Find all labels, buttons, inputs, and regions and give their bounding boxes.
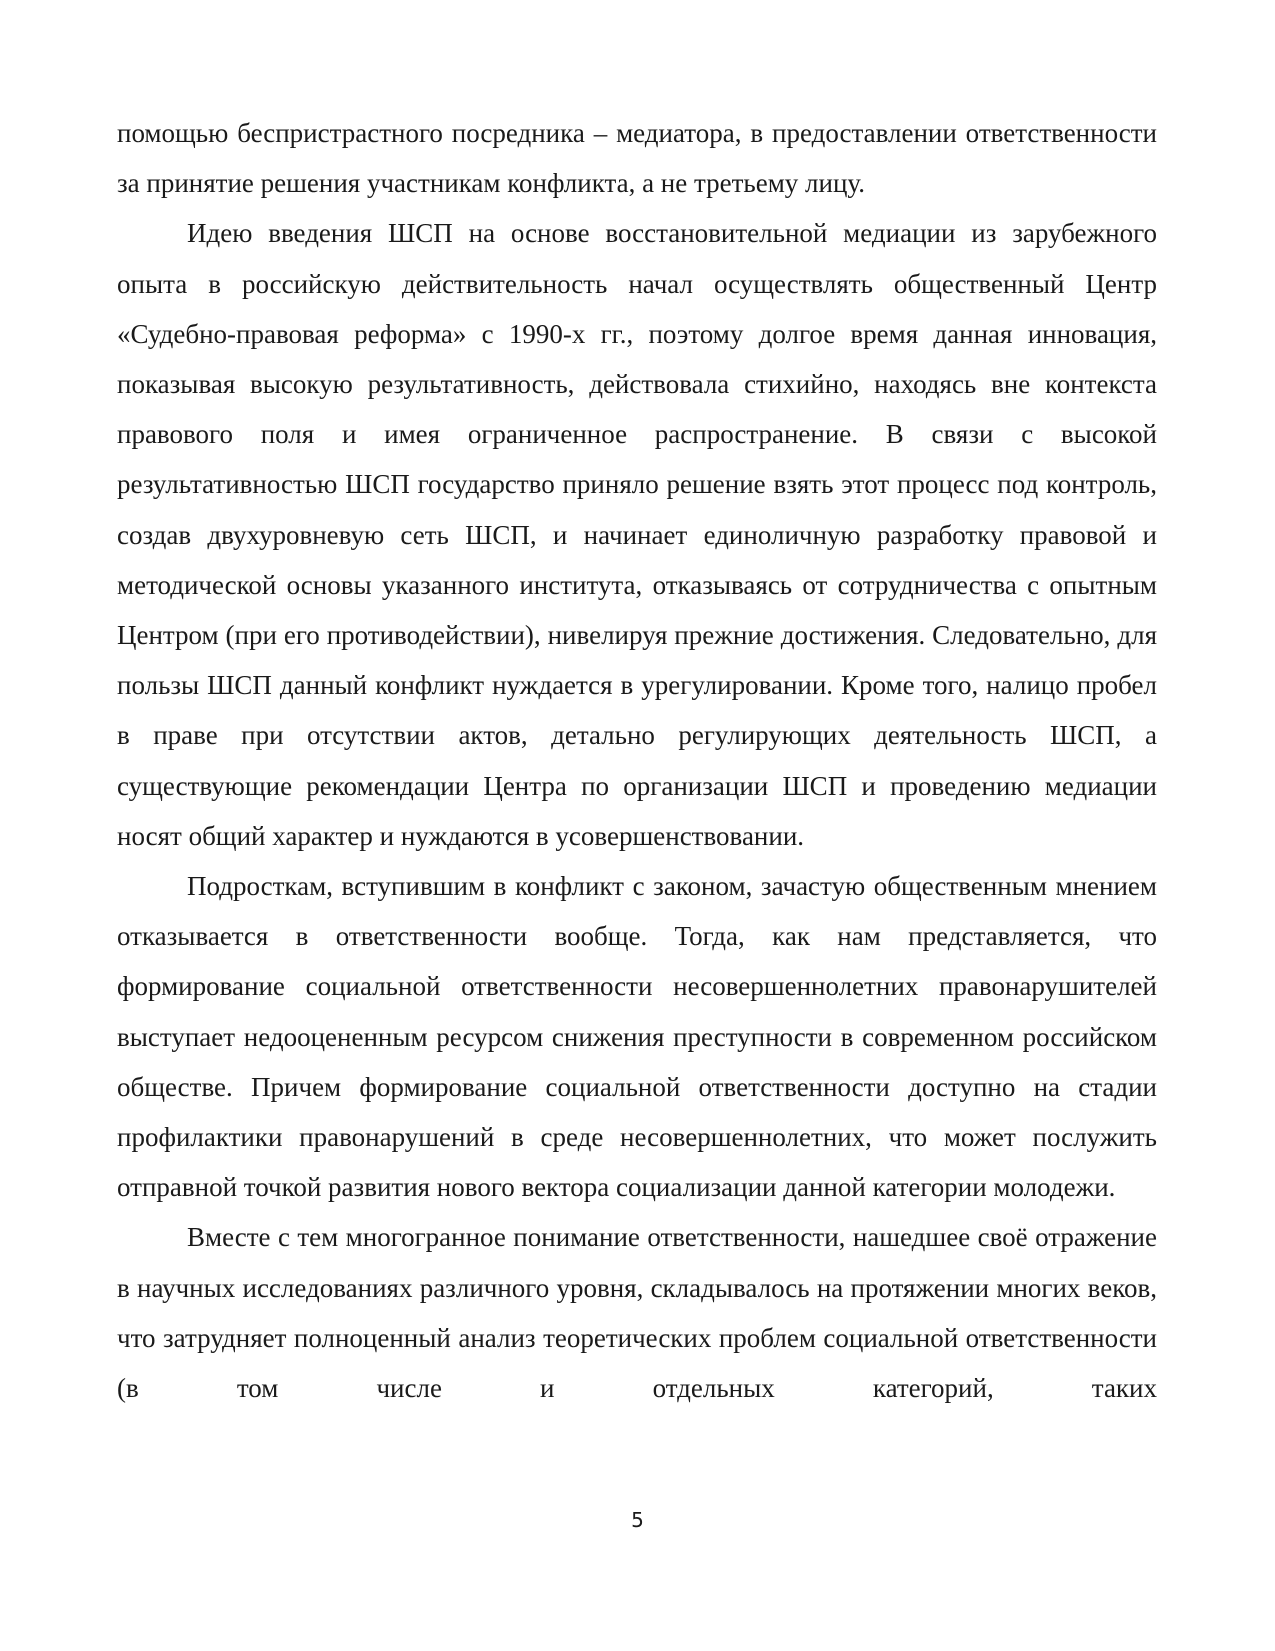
paragraph-continuation: помощью беспристрастного посредника – медиатора, в предоставлении ответственности за принятие решения участникам конфликта, а не третьему лицу. [117,118,1157,199]
paragraph-teen-responsibility: Подросткам, вступившим в конфликт с законом, зачастую общественным мнением отказывается в ответственности вообще. Тогда, как нам представляется, что формирование социальной ответственности несовершеннолетних правонарушителей выступает недооцененным ресурсом снижения преступности в современном российском обществе. Причем формирование социальной ответственности доступно на стадии профилактики правонарушений в среде несовершеннолетних, что может послужить отправной точкой развития нового вектора социализации данной категории молодежи. [117,871,1157,1203]
document-body [117,108,1157,1413]
page-number: 5 [631,1508,644,1532]
paragraph-multifaceted-understanding: Вместе с тем многогранное понимание ответственности, нашедшее своё отражение в научных исследованиях различного уровня, складывалось на протяжении многих веков, что затрудняет полноценный анализ теоретических проблем социальной ответственности (в том числе и отдельных категорий, таких [117,1222,1157,1404]
paragraph-shsp-history: Идею введения ШСП на основе восстановительной медиации из зарубежного опыта в российскую действительность начал осуществлять общественный Центр «Судебно-правовая реформа» с 1990-х гг., поэтому долгое время данная инновация, показывая высокую результативность, действовала стихийно, находясь вне контекста правового поля и имея ограниченное распространение. В связи с высокой результативностью ШСП государство приняло решение взять этот процесс под контроль, создав двухуровневую сеть ШСП, и начинает единоличную разработку правовой и методической основы указанного института, отказываясь от сотрудничества с опытным Центром (при его противодействии), нивелируя прежние достижения. Следовательно, для пользы ШСП данный конфликт нуждается в урегулировании. Кроме того, налицо пробел в праве при отсутствии актов, детально регулирующих деятельность ШСП, а существующие рекомендации Центра по организации ШСП и проведению медиации носят общий характер и нуждаются в усовершенствовании. [117,218,1157,851]
